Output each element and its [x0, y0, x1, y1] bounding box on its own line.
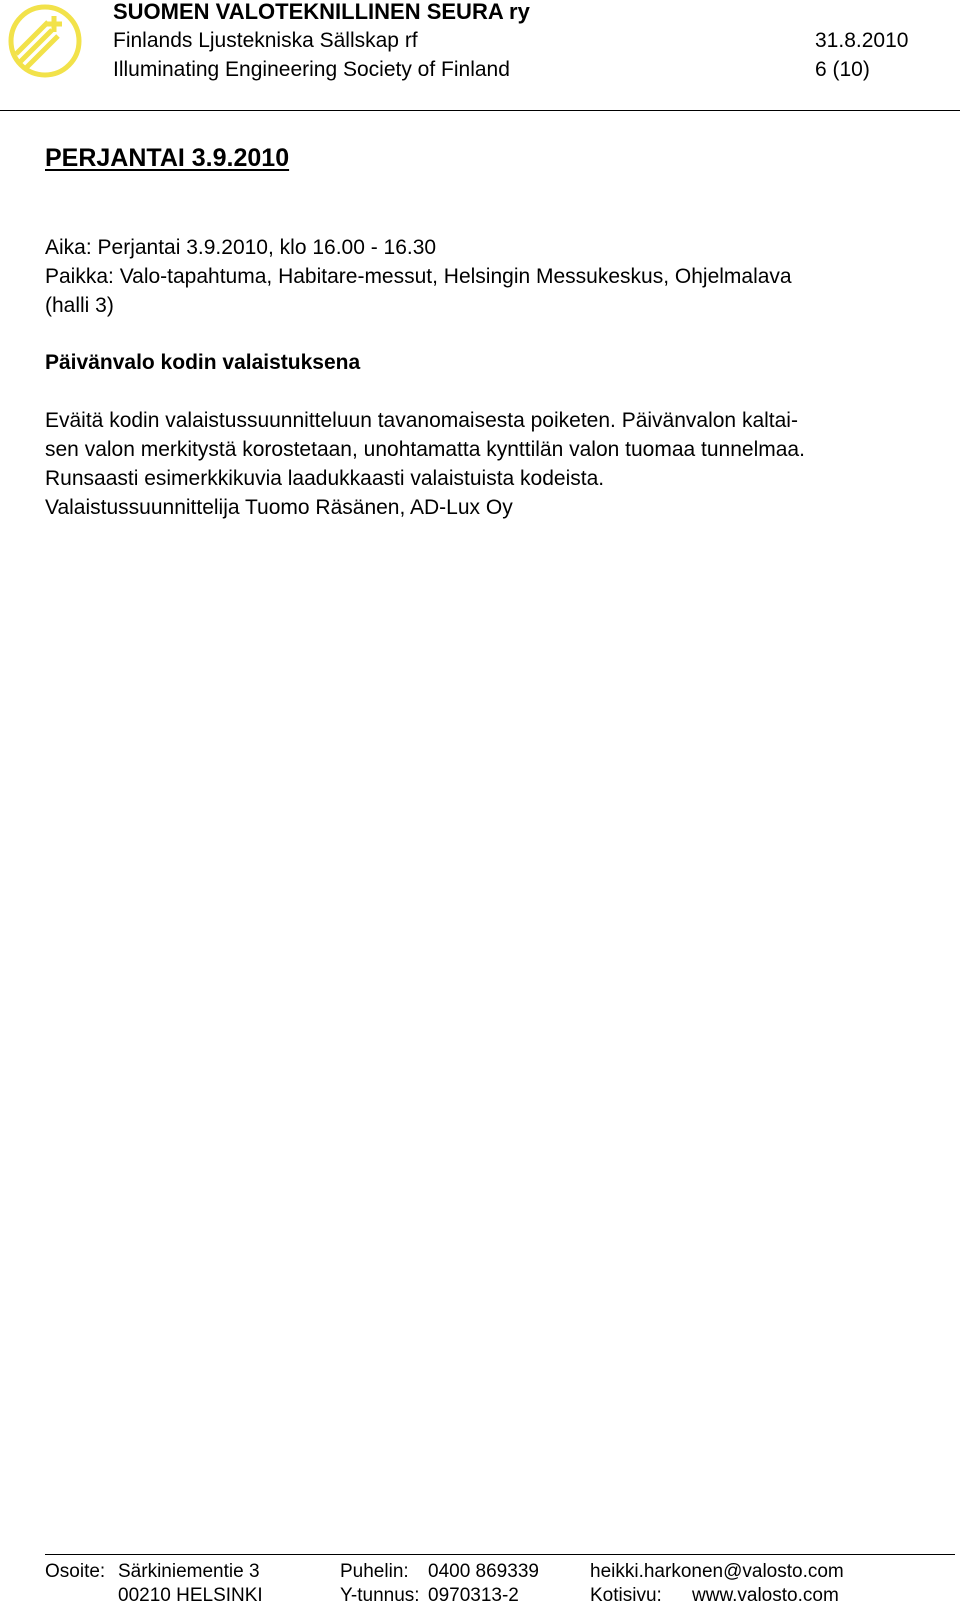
document-date: 31.8.2010 — [815, 29, 909, 52]
phone-number: 0400 869339 — [428, 1561, 539, 1582]
day-heading: PERJANTAI 3.9.2010 — [45, 144, 290, 172]
business-id-label: Y-tunnus: — [340, 1585, 420, 1606]
organization-name-english: Illuminating Engineering Society of Finland — [113, 58, 510, 81]
phone-label: Puhelin: — [340, 1561, 409, 1582]
event-title: Päivänvalo kodin valaistuksena — [45, 351, 361, 374]
homepage-link[interactable]: www.valosto.com — [692, 1585, 839, 1606]
page-number: 6 (10) — [815, 58, 870, 81]
society-logo-icon — [6, 2, 84, 80]
event-place-continued: (halli 3) — [45, 294, 114, 317]
business-id: 0970313-2 — [428, 1585, 519, 1606]
event-description-line: sen valon merkitystä korostetaan, unohtamatta kynttilän valon tuomaa tunnelmaa. — [45, 438, 805, 461]
footer-divider — [45, 1554, 955, 1555]
homepage-label: Kotisivu: — [590, 1585, 662, 1606]
event-description-line: Runsaasti esimerkkikuvia laadukkaasti valaistuista kodeista. — [45, 467, 605, 490]
address-city: 00210 HELSINKI — [118, 1585, 263, 1606]
header-divider — [0, 110, 960, 111]
event-place: Paikka: Valo-tapahtuma, Habitare-messut, Helsingin Messukeskus, Ohjelmalava — [45, 265, 792, 288]
address-street: Särkiniementie 3 — [118, 1561, 260, 1582]
organization-name-swedish: Finlands Ljustekniska Sällskap rf — [113, 29, 418, 52]
event-time: Aika: Perjantai 3.9.2010, klo 16.00 - 16.30 — [45, 236, 437, 259]
event-speaker: Valaistussuunnittelija Tuomo Räsänen, AD-Lux Oy — [45, 496, 513, 519]
organization-name: SUOMEN VALOTEKNILLINEN SEURA ry — [113, 0, 530, 24]
email-link[interactable]: heikki.harkonen@valosto.com — [590, 1561, 844, 1582]
address-label: Osoite: — [45, 1561, 106, 1582]
event-description-line: Eväitä kodin valaistussuunnitteluun tavanomaisesta poiketen. Päivänvalon kaltai- — [45, 409, 798, 432]
